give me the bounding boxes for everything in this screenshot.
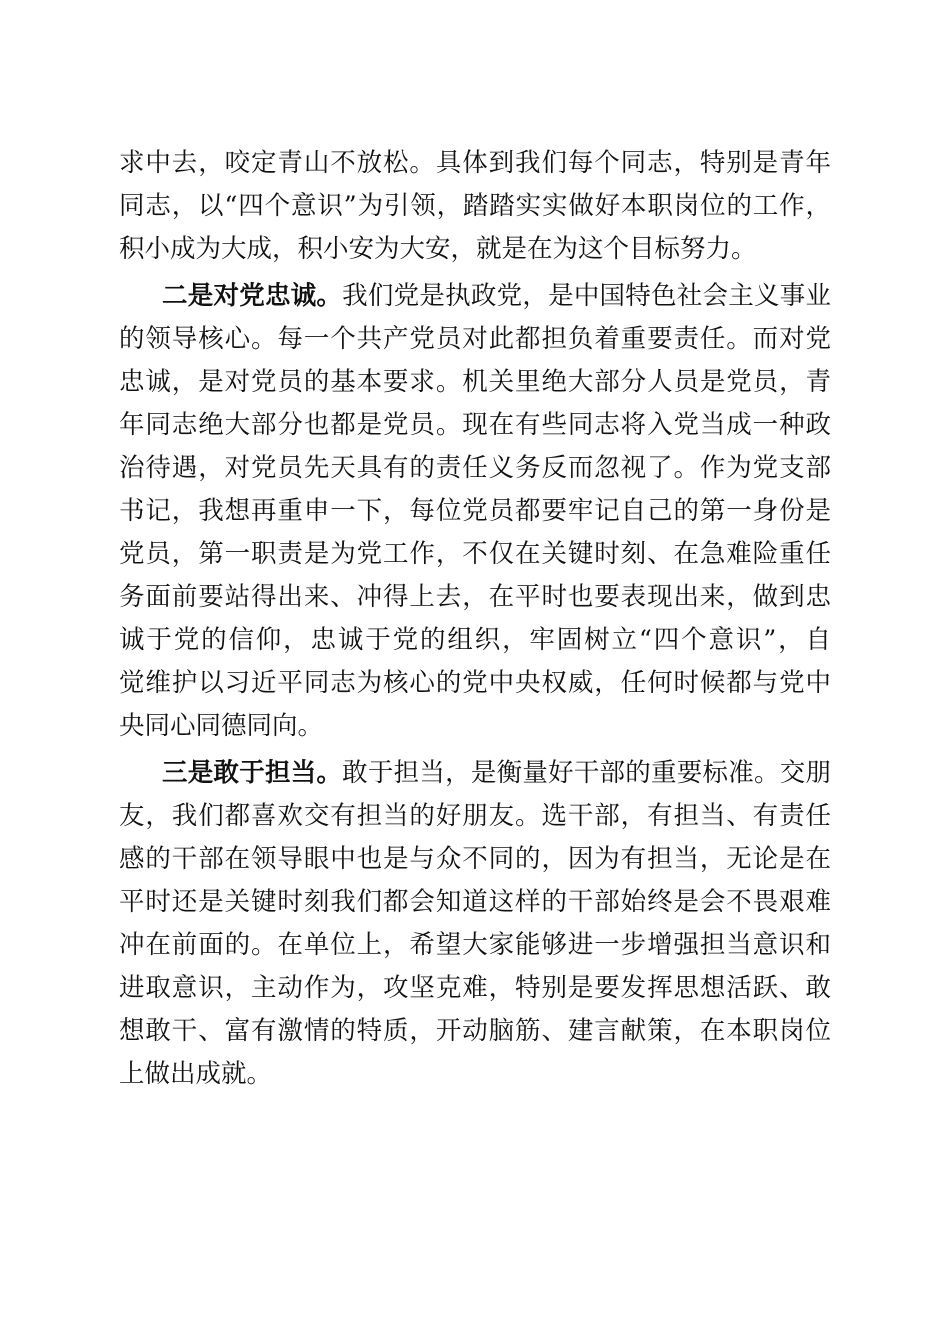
section-heading: 三是敢于担当。 — [162, 758, 343, 788]
text-line: 感的干部在领导眼中也是与众不同的，因为有担当，无论是在 — [119, 844, 831, 874]
text-line: 党员，第一职责是为党工作，不仅在关键时刻、在急难险重任 — [119, 539, 831, 569]
text-line: 上做出成就。 — [119, 1059, 273, 1089]
text-line: 积小成为大成，积小安为大安，就是在为这个目标努力。 — [119, 234, 757, 264]
text-line: 的领导核心。每一个共产党员对此都担负着重要责任。而对党 — [119, 324, 831, 354]
text-line: 平时还是关键时刻我们都会知道这样的干部始终是会不畏艰难 — [119, 887, 831, 917]
text-line: 书记，我想再重申一下，每位党员都要牢记自己的第一身份是 — [119, 496, 831, 526]
text-line: 务面前要站得出来、冲得上去，在平时也要表现出来，做到忠 — [119, 582, 831, 612]
text-line: 友，我们都喜欢交有担当的好朋友。选干部，有担当、有责任 — [119, 801, 831, 831]
paragraph-first-line — [162, 755, 831, 791]
text-line: 同志，以“四个意识”为引领，踏踏实实做好本职岗位的工作， — [119, 191, 831, 221]
text-line: 进取意识，主动作为，攻坚克难，特别是要发挥思想活跃、敢 — [119, 973, 831, 1003]
text-line: 忠诚，是对党员的基本要求。机关里绝大部分人员是党员，青 — [119, 367, 831, 397]
section-heading: 二是对党忠诚。 — [162, 281, 343, 311]
text-span: 敢于担当，是衡量好干部的重要标准。交朋 — [342, 758, 831, 788]
text-line: 年同志绝大部分也都是党员。现在有些同志将入党当成一种政 — [119, 410, 831, 440]
text-line: 冲在前面的。在单位上，希望大家能够进一步增强担当意识和 — [119, 930, 831, 960]
text-line: 觉维护以习近平同志为核心的党中央权威，任何时候都与党中 — [119, 668, 831, 698]
paragraph-first-line — [162, 278, 831, 314]
text-line: 诚于党的信仰，忠诚于党的组织，牢固树立“四个意识”，自 — [119, 625, 831, 655]
text-line: 治待遇，对党员先天具有的责任义务反而忽视了。作为党支部 — [119, 453, 831, 483]
text-line: 央同心同德同向。 — [119, 711, 324, 741]
text-line: 想敢干、富有激情的特质，开动脑筋、建言献策，在本职岗位 — [119, 1016, 831, 1046]
text-span: 我们党是执政党，是中国特色社会主义事业 — [342, 281, 831, 311]
text-line: 求中去，咬定青山不放松。具体到我们每个同志，特别是青年 — [119, 148, 831, 178]
